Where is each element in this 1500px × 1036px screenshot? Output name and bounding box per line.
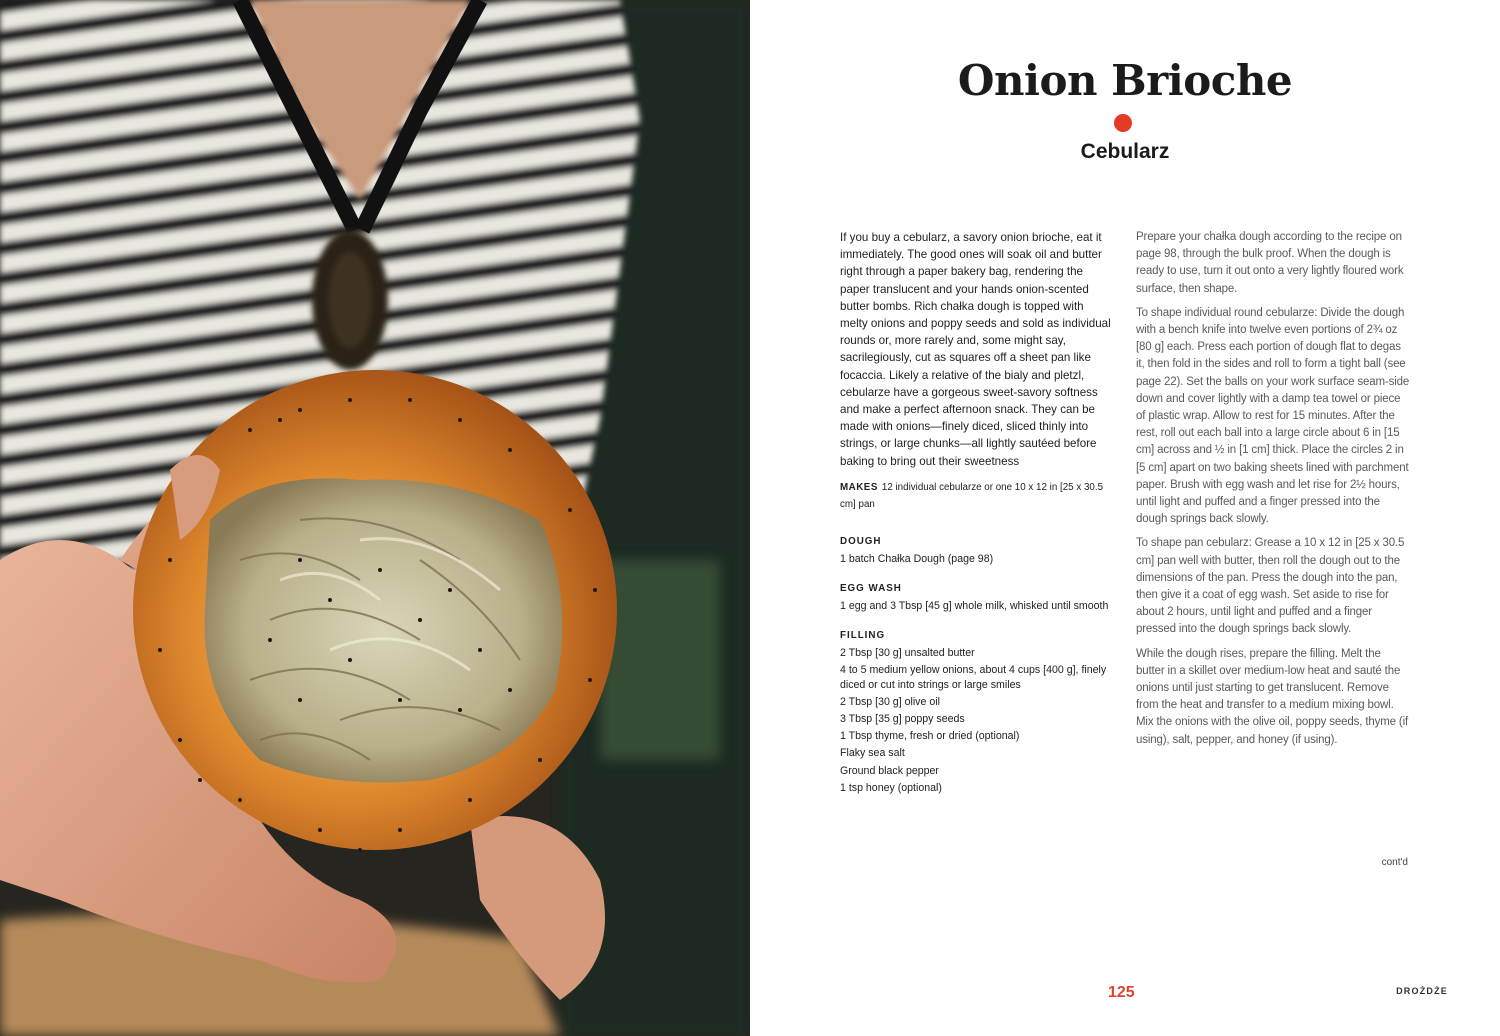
ingredient-item: 2 Tbsp [30 g] unsalted butter xyxy=(840,647,975,660)
ingredient-item: 3 Tbsp [35 g] poppy seeds xyxy=(840,713,965,726)
method-column xyxy=(1136,229,1410,756)
intro-column xyxy=(840,229,1114,795)
section-name: DROŻDŻE xyxy=(1396,986,1448,996)
recipe-title: Onion Brioche xyxy=(957,56,1293,105)
method-step: Prepare your chałka dough according to the recipe on page 98, through the bulk proof. When the dough is ready to use, turn it out onto a very lightly floured work surface, then shape. xyxy=(1136,231,1404,295)
method-step: To shape pan cebularz: Grease a 10 x 12 in [25 x 30.5 cm] pan well with butter, then roll the dough out to the dimensions of the pan. Press the dough into the pan, then give it a coat of egg wash. Set aside to rise for about 2 hours, until light and puffed and a finger pressed into the dough springs back slowly. xyxy=(1136,537,1405,636)
yield-text: 12 individual cebularze or one 10 x 12 in [25 x 30.5 cm] pan xyxy=(840,481,1104,510)
ingredient-heading: FILLING xyxy=(840,630,886,642)
ingredient-item: 1 Tbsp thyme, fresh or dried (optional) xyxy=(840,730,1020,743)
ingredient-item: Flaky sea salt xyxy=(840,747,905,760)
ingredient-heading: DOUGH xyxy=(840,535,882,547)
recipe-page xyxy=(750,0,1500,1036)
yield-label: MAKES xyxy=(840,481,878,493)
recipe-subtitle: Cebularz xyxy=(1080,140,1170,163)
ingredient-group-filling xyxy=(840,628,1114,795)
ingredient-heading: EGG WASH xyxy=(840,583,902,595)
ingredient-item: Ground black pepper xyxy=(840,764,939,777)
recipe-intro: If you buy a cebularz, a savory onion brioche, eat it immediately. The good ones will soak oil and butter right through a paper bakery bag, rendering the paper translucent and your hands onion-scented butter bombs. Rich chałka dough is topped with melty onions and poppy seeds and sold as individual rounds or, more rarely and, some might say, sacrilegiously, cut as squares off a sheet pan like focaccia. Likely a relative of the bialy and pletzl, cebularze have a gorgeous sweet-savory softness and make a perfect afternoon snack. They can be made with onions—finely diced, sliced thinly into strings, or large chunks—all lightly sautéed before baking to bring out their sweetness xyxy=(840,231,1111,468)
ingredient-item: 1 egg and 3 Tbsp [45 g] whole milk, whisked until smooth xyxy=(840,600,1109,613)
continued-note: cont'd xyxy=(1381,857,1408,868)
page-number: 125 xyxy=(1108,984,1135,1001)
ingredient-group-egg-wash xyxy=(840,581,1114,613)
ingredient-group-dough xyxy=(840,534,1114,566)
ingredient-item: 1 batch Chałka Dough (page 98) xyxy=(840,552,994,565)
ingredient-item: 4 to 5 medium yellow onions, about 4 cups [400 g], finely diced or cut into strings or large smiles xyxy=(840,664,1107,691)
yield-line xyxy=(840,479,1114,513)
method-step: While the dough rises, prepare the filling. Melt the butter in a skillet over medium-low heat and sauté the onions until just starting to get translucent. Remove from the heat and transfer to a medium mixing bowl. Mix the onions with the olive oil, poppy seeds, thyme (if using), salt, pepper, and honey (if using). xyxy=(1136,647,1409,746)
method-step: To shape individual round cebularze: Divide the dough with a bench knife into twelve even portions of 2¾ oz [80 g] each. Press each portion of dough flat to degas it, then fold in the sides and roll to form a tight ball (see page 22). Set the balls on your work surface seam-side down and cover lightly with a damp tea towel or piece of plastic wrap. Allow to rest for 15 minutes. After the rest, roll out each ball into a large circle about 6 in [15 cm] across and ½ in [1 cm] thick. Place the circles 2 in [5 cm] apart on two baking sheets lined with parchment paper. Brush with egg wash and let rise for 2½ hours, until light and puffed and a finger pressed into the dough springs back slowly. xyxy=(1136,306,1410,526)
ingredient-item: 1 tsp honey (optional) xyxy=(840,781,942,794)
accent-dot xyxy=(1114,114,1132,132)
ingredient-item: 2 Tbsp [30 g] olive oil xyxy=(840,695,940,708)
